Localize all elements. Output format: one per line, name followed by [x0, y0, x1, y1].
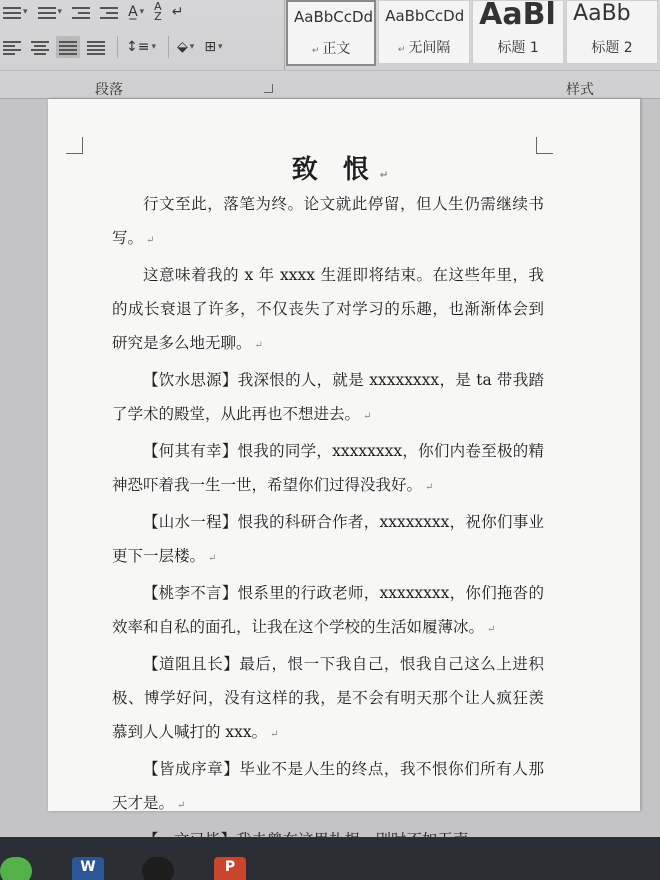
justify-icon — [59, 40, 77, 54]
paragraph-mark-icon: ↵ — [379, 170, 397, 181]
ribbon — [0, 0, 660, 99]
ribbon-tool-row-bottom — [0, 32, 230, 62]
distributed-icon — [87, 40, 105, 54]
style-name: ↵ 无间隔 — [397, 40, 451, 56]
bullets-icon — [3, 5, 21, 19]
word-icon[interactable]: W — [72, 857, 104, 880]
dialog-launcher-icon[interactable] — [264, 84, 273, 93]
powerpoint-icon[interactable]: P — [214, 857, 246, 880]
align-left-button[interactable] — [0, 36, 24, 58]
paragraph[interactable]: 【道阻且长】最后，恨一下我自己，恨我自己这么上进积极、博学好问，没有这样的我，是不会有明天那个让人疯狂羡慕到人人喊打的 xxx。 ↵ — [112, 655, 544, 741]
style-preview: AaBb — [573, 1, 631, 26]
style-tile-no-spacing[interactable] — [378, 0, 470, 64]
qq-icon[interactable] — [142, 857, 174, 880]
ribbon-group-divider — [284, 0, 285, 70]
paragraph-group-label: 段落 — [95, 82, 123, 98]
styles-group-label: 样式 — [566, 82, 594, 98]
paragraph[interactable]: 【何其有幸】恨我的同学，xxxxxxxx，你们内卷至极的精神恐吓着我一生一世，希望你们过得没我好。 ↵ — [112, 442, 544, 494]
paragraph[interactable]: 行文至此，落笔为终。论文就此停留，但人生仍需继续书写。 ↵ — [112, 195, 544, 247]
style-name: 标题 1 — [497, 40, 539, 56]
sort-button[interactable] — [151, 1, 165, 23]
show-marks-button[interactable] — [169, 1, 187, 23]
style-tile-heading-1[interactable] — [472, 0, 564, 64]
distributed-button[interactable] — [84, 36, 108, 58]
paragraph-mark-icon: ↵ — [363, 411, 372, 422]
document-title[interactable]: 致 恨 ↵ — [291, 155, 397, 185]
paragraph[interactable]: 【桃李不言】恨系里的行政老师，xxxxxxxx，你们拖沓的效率和自私的面孔，让我在这个学校的生活如履薄冰。 ↵ — [112, 584, 544, 636]
paragraph[interactable]: 【饮水思源】我深恨的人，就是 xxxxxxxx，是 ta 带我踏了学术的殿堂，从此再也不想进去。 ↵ — [112, 371, 544, 423]
shading-button[interactable]: ⬙ ▾ — [177, 39, 195, 55]
borders-button[interactable]: ⊞ ▾ — [204, 39, 223, 55]
align-left-icon — [3, 40, 21, 54]
document-body[interactable] — [112, 187, 544, 860]
line-spacing-button[interactable]: ↕≡ ▾ — [126, 39, 156, 55]
line-spacing-icon: ↕≡ — [126, 39, 150, 55]
increase-indent-icon — [100, 5, 118, 19]
decrease-indent-button[interactable] — [69, 1, 93, 23]
pilcrow-icon: ↵ — [171, 4, 184, 20]
numbering-icon — [38, 5, 56, 19]
paragraph-mark-icon: ↵ — [177, 800, 186, 811]
decrease-indent-icon — [72, 5, 90, 19]
align-center-icon — [31, 40, 49, 54]
paragraph-mark-icon: ↵ — [208, 553, 217, 564]
style-name: 标题 2 — [591, 40, 633, 56]
align-center-button[interactable] — [28, 36, 52, 58]
style-name: ↵ 正文 — [311, 41, 351, 57]
paragraph-mark-icon: ↵ — [146, 235, 155, 246]
style-preview: AaBbCcDd — [385, 7, 465, 25]
style-preview: AaBl — [479, 0, 556, 32]
ribbon-separator — [168, 36, 169, 58]
bullets-button[interactable]: ▾ — [0, 1, 31, 23]
paragraph-mark-icon: ↵ — [425, 482, 434, 493]
document-area[interactable] — [0, 99, 660, 837]
paragraph-mark-icon: ↵ — [487, 624, 496, 635]
style-preview: AaBbCcDd — [294, 8, 374, 26]
paragraph[interactable]: 【山水一程】恨我的科研合作者，xxxxxxxx，祝你们事业更下一层楼。 ↵ — [112, 513, 544, 565]
ribbon-tool-row-top — [0, 0, 190, 24]
paragraph[interactable]: 这意味着我的 x 年 xxxx 生涯即将结束。在这些年里，我的成长衰退了许多，不仅丧失了对学习的乐趣，也渐渐体会到研究是多么地无聊。 ↵ — [112, 266, 544, 352]
justify-button[interactable] — [56, 36, 80, 58]
paint-bucket-icon: ⬙ — [177, 39, 188, 55]
wechat-icon[interactable] — [0, 857, 32, 880]
chinese-layout-button[interactable]: A̲ ▾ — [128, 4, 145, 20]
chinese-layout-icon: A̲ — [128, 4, 138, 20]
document-page[interactable] — [48, 99, 640, 811]
ribbon-group-label-divider — [0, 70, 660, 71]
increase-indent-button[interactable] — [97, 1, 121, 23]
style-tile-heading-2[interactable] — [566, 0, 658, 64]
style-tile-normal[interactable] — [286, 0, 376, 66]
numbering-button[interactable]: ▾ — [35, 1, 66, 23]
paragraph[interactable]: 【皆成序章】毕业不是人生的终点，我不恨你们所有人那天才是。 ↵ — [112, 760, 544, 812]
taskbar — [0, 837, 660, 880]
styles-gallery — [286, 0, 660, 68]
paragraph-mark-icon: ↵ — [254, 340, 263, 351]
sort-az-icon: A Z — [154, 0, 162, 23]
borders-icon: ⊞ — [204, 39, 217, 55]
ribbon-separator — [117, 36, 118, 58]
paragraph-mark-icon: ↵ — [270, 729, 279, 740]
